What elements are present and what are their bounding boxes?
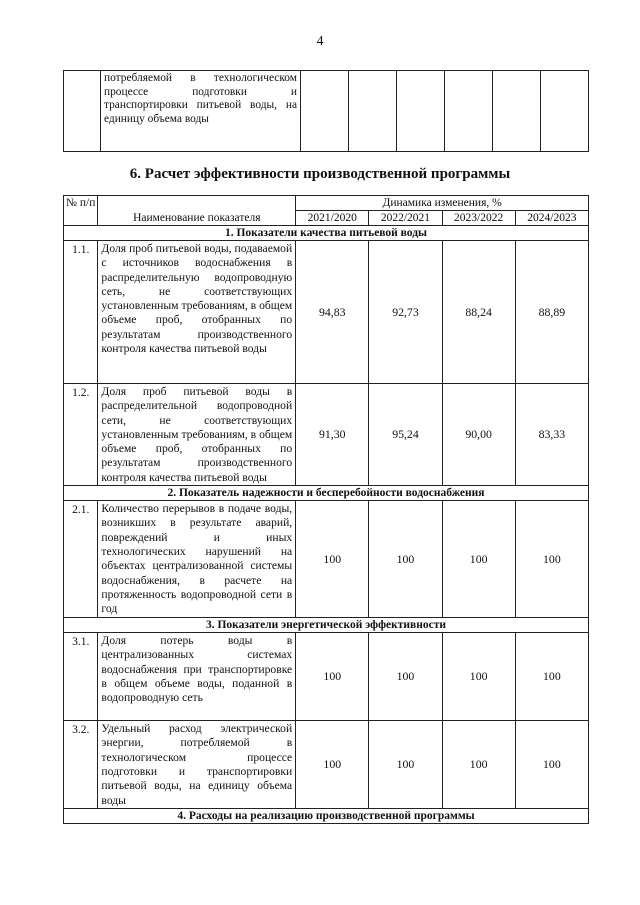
section-row-title: 4. Расходы на реализацию производственной программы: [64, 809, 589, 824]
empty-cell: [445, 71, 493, 152]
row-name: Удельный расход электрической энергии, потребляемой в технологическом процессе подготовки и транспортировки питьевой воды, на единицу объема воды: [98, 721, 296, 809]
header-name: Наименование показателя: [98, 196, 296, 226]
row-value: 100: [515, 633, 588, 721]
table-row: [64, 71, 589, 152]
table-header-row: [64, 196, 589, 211]
table-row: [64, 721, 589, 809]
row-value: 90,00: [442, 384, 515, 486]
row-value: 100: [515, 721, 588, 809]
row-value: 100: [296, 633, 369, 721]
row-value: 95,24: [369, 384, 442, 486]
row-value: 100: [369, 721, 442, 809]
header-year: 2023/2022: [442, 211, 515, 226]
table-row: [64, 501, 589, 618]
row-value: 88,24: [442, 241, 515, 384]
empty-cell: [64, 71, 101, 152]
continuation-table: [63, 70, 589, 152]
section-row-title: 1. Показатели качества питьевой воды: [64, 226, 589, 241]
section-row: [64, 226, 589, 241]
empty-cell: [349, 71, 397, 152]
header-dynamics: Динамика изменения, %: [296, 196, 589, 211]
efficiency-table: [63, 195, 589, 824]
row-value: 88,89: [515, 241, 588, 384]
table-row: [64, 633, 589, 721]
section-row: [64, 618, 589, 633]
row-num: 1.1.: [64, 241, 98, 384]
row-value: 94,83: [296, 241, 369, 384]
row-name: Доля проб питьевой воды в распределительной водопроводной сети, не соответствующих установленным требованиям, в общем объеме проб, отобранных по результатам производственного контроля качества питьевой воды: [98, 384, 296, 486]
header-year: 2021/2020: [296, 211, 369, 226]
empty-cell: [301, 71, 349, 152]
row-name: Количество перерывов в подаче воды, возникших в результате аварий, повреждений и иных технологических нарушений на объектах централизованной системы водоснабжения, в расчете на протяженность водопроводной сети в год: [98, 501, 296, 618]
row-value: 100: [296, 501, 369, 618]
header-num: № п/п: [64, 196, 98, 226]
row-value: 91,30: [296, 384, 369, 486]
empty-cell: [541, 71, 589, 152]
section-row-title: 3. Показатели энергетической эффективности: [64, 618, 589, 633]
row-value: 100: [369, 501, 442, 618]
continuation-text: потребляемой в технологическом процессе подготовки и транспортировки питьевой воды, на единицу объема воды: [101, 71, 301, 152]
empty-cell: [493, 71, 541, 152]
row-value: 100: [369, 633, 442, 721]
row-num: 3.2.: [64, 721, 98, 809]
section-row-title: 2. Показатель надежности и бесперебойности водоснабжения: [64, 486, 589, 501]
row-name: Доля потерь воды в централизованных системах водоснабжения при транспортировке в общем объеме воды, поданной в водопроводную сеть: [98, 633, 296, 721]
row-num: 2.1.: [64, 501, 98, 618]
row-value: 100: [515, 501, 588, 618]
row-value: 100: [442, 633, 515, 721]
row-value: 100: [296, 721, 369, 809]
row-value: 83,33: [515, 384, 588, 486]
row-num: 3.1.: [64, 633, 98, 721]
row-name: Доля проб питьевой воды, подаваемой с источников водоснабжения в распределительную водопроводную сеть, не соответствующих установленным требованиям, в общем объеме проб, отобранных по результатам производственного контроля качества питьевой воды: [98, 241, 296, 384]
section-title: 6. Расчет эффективности производственной программы: [129, 166, 511, 182]
empty-cell: [397, 71, 445, 152]
row-value: 100: [442, 721, 515, 809]
row-num: 1.2.: [64, 384, 98, 486]
page-number: 4: [316, 34, 324, 49]
header-year: 2022/2021: [369, 211, 442, 226]
table-row: [64, 384, 589, 486]
row-value: 92,73: [369, 241, 442, 384]
section-row: [64, 809, 589, 824]
header-year: 2024/2023: [515, 211, 588, 226]
table-row: [64, 241, 589, 384]
row-value: 100: [442, 501, 515, 618]
section-row: [64, 486, 589, 501]
